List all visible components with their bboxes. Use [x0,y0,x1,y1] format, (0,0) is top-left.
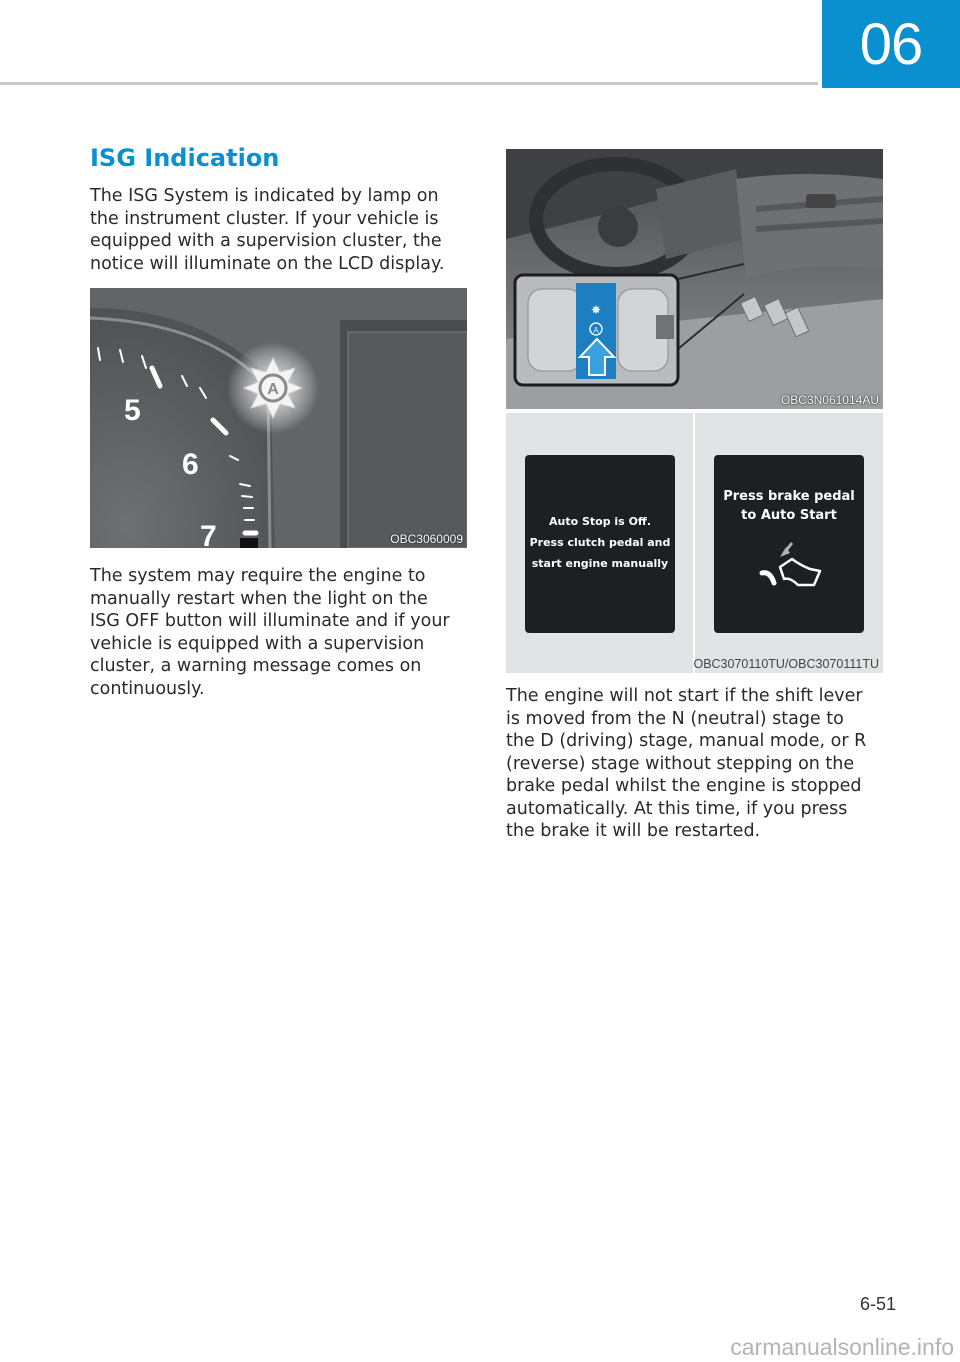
gauge-number-6: 6 [182,448,199,481]
restart-paragraph: The system may require the engine to manually restart when the light on the ISG OFF button will illuminate and if your vehicle is equipped with a supervision cluster, a warning message comes on continuously. [90,566,450,699]
section-title: ISG Indication [90,144,280,172]
svg-text:A: A [267,381,279,398]
gauge-number-7: 7 [200,520,217,548]
intro-paragraph: The ISG System is indicated by lamp on the instrument cluster. If your vehicle is equipped with a supervision cluster, the notice will illuminate on the LCD display. [90,186,445,274]
auto-stop-off-message: Auto Stop is Off. Press clutch pedal and start engine manually [529,515,671,570]
chapter-tab: 06 [822,0,960,88]
cluster-illustration [90,288,467,548]
shift-lever-paragraph: The engine will not start if the shift lever is moved from the N (neutral) stage to the D (driving) stage, manual mode, or R (reverse) stage without stepping on the brake pedal whilst the engine is stopped automatically. At this time, if you press the brake it will be restarted. [506,686,867,841]
page-number: 6-51 [859,1294,896,1314]
lcd-screen-left [525,455,675,633]
lcd-screen-right [714,455,864,633]
header-rule [0,82,818,85]
figure-code-button: OBC3N061014AU [780,393,879,407]
dashboard-illustration [506,149,883,409]
figure-code-cluster: OBC3060009 [390,532,463,546]
figure-divider [693,413,695,673]
svg-text:A: A [593,326,599,335]
gauge-number-5: 5 [124,394,141,427]
brake-pedal-icon [714,455,864,633]
cluster-figure [90,288,467,548]
svg-text:✸: ✸ [590,303,602,317]
cluster-messages-figure [506,413,883,673]
footer-watermark: carmanualsonline.info [730,1334,954,1360]
button-location-figure [506,149,883,409]
figure-code-screens: OBC3070110TU/OBC3070111TU [693,657,879,671]
press-brake-message: Press brake pedal to Auto Start [723,489,855,523]
